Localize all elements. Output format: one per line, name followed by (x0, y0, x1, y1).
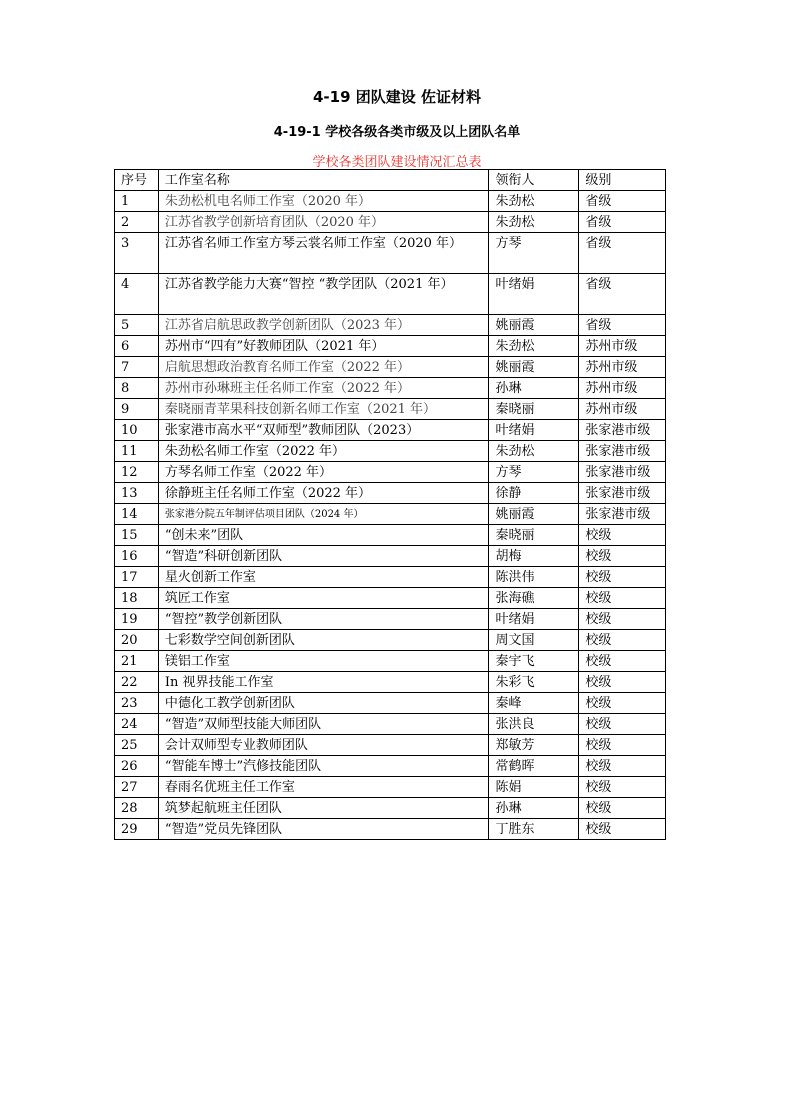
table-row (115, 798, 666, 819)
level: 校级 (579, 567, 666, 588)
table-row (115, 588, 666, 609)
table-row (115, 378, 666, 399)
leader-name: 方琴 (489, 462, 579, 483)
table-row (115, 714, 666, 735)
row-number: 29 (115, 819, 159, 840)
team-name: 张家港分院五年制评估项目团队（2024 年） (158, 504, 489, 525)
row-number: 2 (115, 212, 159, 233)
row-number: 16 (115, 546, 159, 567)
leader-name: 姚丽霞 (489, 315, 579, 336)
row-number: 19 (115, 609, 159, 630)
table-row (115, 567, 666, 588)
team-name: 启航思想政治教育名师工作室（2022 年） (158, 357, 489, 378)
team-name: 苏州市“四有”好教师团队（2021 年） (158, 336, 489, 357)
leader-name: 姚丽霞 (489, 357, 579, 378)
row-number: 17 (115, 567, 159, 588)
row-number: 28 (115, 798, 159, 819)
team-name: 江苏省启航思政教学创新团队（2023 年） (158, 315, 489, 336)
team-name: “智造”双师型技能大师团队 (158, 714, 489, 735)
level: 校级 (579, 630, 666, 651)
level: 校级 (579, 777, 666, 798)
row-number: 18 (115, 588, 159, 609)
level: 张家港市级 (579, 462, 666, 483)
team-name: 朱劲松名师工作室（2022 年） (158, 441, 489, 462)
level: 张家港市级 (579, 504, 666, 525)
team-name: 七彩数学空间创新团队 (158, 630, 489, 651)
table-row (115, 672, 666, 693)
table-row (115, 483, 666, 504)
team-name: In 视界技能工作室 (158, 672, 489, 693)
leader-name: 秦晓丽 (489, 525, 579, 546)
level: 省级 (579, 274, 666, 315)
level: 苏州市级 (579, 399, 666, 420)
table-row (115, 693, 666, 714)
table-caption: 学校各类团队建设情况汇总表 (312, 155, 482, 170)
team-name: 会计双师型专业教师团队 (158, 735, 489, 756)
table-row (115, 756, 666, 777)
level: 苏州市级 (579, 336, 666, 357)
table-row (115, 525, 666, 546)
leader-name: 张海礁 (489, 588, 579, 609)
team-name: “创未来”团队 (158, 525, 489, 546)
leader-name: 孙琳 (489, 798, 579, 819)
table-row (115, 191, 666, 212)
leader-name: 郑敏芳 (489, 735, 579, 756)
level: 张家港市级 (579, 441, 666, 462)
team-name: 筑匠工作室 (158, 588, 489, 609)
level: 校级 (579, 672, 666, 693)
leader-name: 朱劲松 (489, 441, 579, 462)
level: 张家港市级 (579, 420, 666, 441)
leader-name: 秦宇飞 (489, 651, 579, 672)
team-name: 苏州市孙琳班主任名师工作室（2022 年） (158, 378, 489, 399)
level: 省级 (579, 233, 666, 274)
team-name: 秦晓丽青苹果科技创新名师工作室（2021 年） (158, 399, 489, 420)
team-name: 筑梦起航班主任团队 (158, 798, 489, 819)
team-name: “智控”教学创新团队 (158, 609, 489, 630)
table-row (115, 819, 666, 840)
team-name: 江苏省教学能力大赛“智控 “教学团队（2021 年） (158, 274, 489, 315)
level: 苏州市级 (579, 357, 666, 378)
level: 校级 (579, 609, 666, 630)
leader-name: 常鹤晖 (489, 756, 579, 777)
leader-name: 周文国 (489, 630, 579, 651)
row-number: 22 (115, 672, 159, 693)
row-number: 9 (115, 399, 159, 420)
table-row (115, 630, 666, 651)
team-name: 镁铝工作室 (158, 651, 489, 672)
level: 校级 (579, 525, 666, 546)
table-row (115, 274, 666, 315)
row-number: 15 (115, 525, 159, 546)
table-row (115, 462, 666, 483)
team-name: 江苏省教学创新培育团队（2020 年） (158, 212, 489, 233)
team-name: 江苏省名师工作室方琴云裳名师工作室（2020 年） (158, 233, 489, 274)
level: 校级 (579, 735, 666, 756)
leader-name: 秦晓丽 (489, 399, 579, 420)
row-number: 11 (115, 441, 159, 462)
page-title: 4-19 团队建设 佐证材料 (313, 88, 481, 106)
row-number: 7 (115, 357, 159, 378)
level: 校级 (579, 819, 666, 840)
row-number: 14 (115, 504, 159, 525)
leader-name: 叶绪娟 (489, 609, 579, 630)
table-row (115, 336, 666, 357)
leader-name: 叶绪娟 (489, 274, 579, 315)
table-row (115, 441, 666, 462)
table-row (115, 357, 666, 378)
header-cell: 序号 (115, 170, 159, 191)
row-number: 20 (115, 630, 159, 651)
table-row (115, 315, 666, 336)
row-number: 21 (115, 651, 159, 672)
leader-name: 胡梅 (489, 546, 579, 567)
leader-name: 朱劲松 (489, 336, 579, 357)
team-name: 春雨名优班主任工作室 (158, 777, 489, 798)
level: 校级 (579, 798, 666, 819)
leader-name: 秦峰 (489, 693, 579, 714)
row-number: 3 (115, 233, 159, 274)
table-row (115, 651, 666, 672)
level: 张家港市级 (579, 483, 666, 504)
team-name: 星火创新工作室 (158, 567, 489, 588)
team-table (114, 169, 666, 840)
table-row (115, 777, 666, 798)
leader-name: 徐静 (489, 483, 579, 504)
level: 苏州市级 (579, 378, 666, 399)
team-name: “智造”党员先锋团队 (158, 819, 489, 840)
table-row (115, 233, 666, 274)
row-number: 8 (115, 378, 159, 399)
leader-name: 陈洪伟 (489, 567, 579, 588)
table-row (115, 609, 666, 630)
row-number: 27 (115, 777, 159, 798)
header-cell: 工作室名称 (158, 170, 489, 191)
team-name: 方琴名师工作室（2022 年） (158, 462, 489, 483)
leader-name: 朱劲松 (489, 212, 579, 233)
level: 校级 (579, 714, 666, 735)
row-number: 1 (115, 191, 159, 212)
row-number: 6 (115, 336, 159, 357)
row-number: 10 (115, 420, 159, 441)
leader-name: 陈娟 (489, 777, 579, 798)
team-name: “智造”科研创新团队 (158, 546, 489, 567)
header-cell: 领衔人 (489, 170, 579, 191)
row-number: 12 (115, 462, 159, 483)
table-row (115, 212, 666, 233)
section-subtitle: 4-19-1 学校各级各类市级及以上团队名单 (273, 125, 521, 140)
row-number: 25 (115, 735, 159, 756)
team-name: 徐静班主任名师工作室（2022 年） (158, 483, 489, 504)
level: 校级 (579, 756, 666, 777)
leader-name: 朱彩飞 (489, 672, 579, 693)
leader-name: 孙琳 (489, 378, 579, 399)
level: 省级 (579, 315, 666, 336)
leader-name: 张洪良 (489, 714, 579, 735)
team-name: 张家港市高水平“双师型”教师团队（2023） (158, 420, 489, 441)
table-header-row (115, 170, 666, 191)
leader-name: 姚丽霞 (489, 504, 579, 525)
leader-name: 朱劲松 (489, 191, 579, 212)
level: 校级 (579, 588, 666, 609)
team-name: “智能车博士”汽修技能团队 (158, 756, 489, 777)
table-row (115, 504, 666, 525)
table-row (115, 399, 666, 420)
row-number: 26 (115, 756, 159, 777)
level: 省级 (579, 191, 666, 212)
table-row (115, 735, 666, 756)
level: 校级 (579, 546, 666, 567)
row-number: 4 (115, 274, 159, 315)
team-name: 朱劲松机电名师工作室（2020 年） (158, 191, 489, 212)
row-number: 5 (115, 315, 159, 336)
row-number: 13 (115, 483, 159, 504)
row-number: 24 (115, 714, 159, 735)
leader-name: 丁胜东 (489, 819, 579, 840)
leader-name: 方琴 (489, 233, 579, 274)
team-name: 中德化工教学创新团队 (158, 693, 489, 714)
level: 校级 (579, 693, 666, 714)
leader-name: 叶绪娟 (489, 420, 579, 441)
header-cell: 级别 (579, 170, 666, 191)
table-row (115, 420, 666, 441)
table-row (115, 546, 666, 567)
row-number: 23 (115, 693, 159, 714)
level: 校级 (579, 651, 666, 672)
level: 省级 (579, 212, 666, 233)
